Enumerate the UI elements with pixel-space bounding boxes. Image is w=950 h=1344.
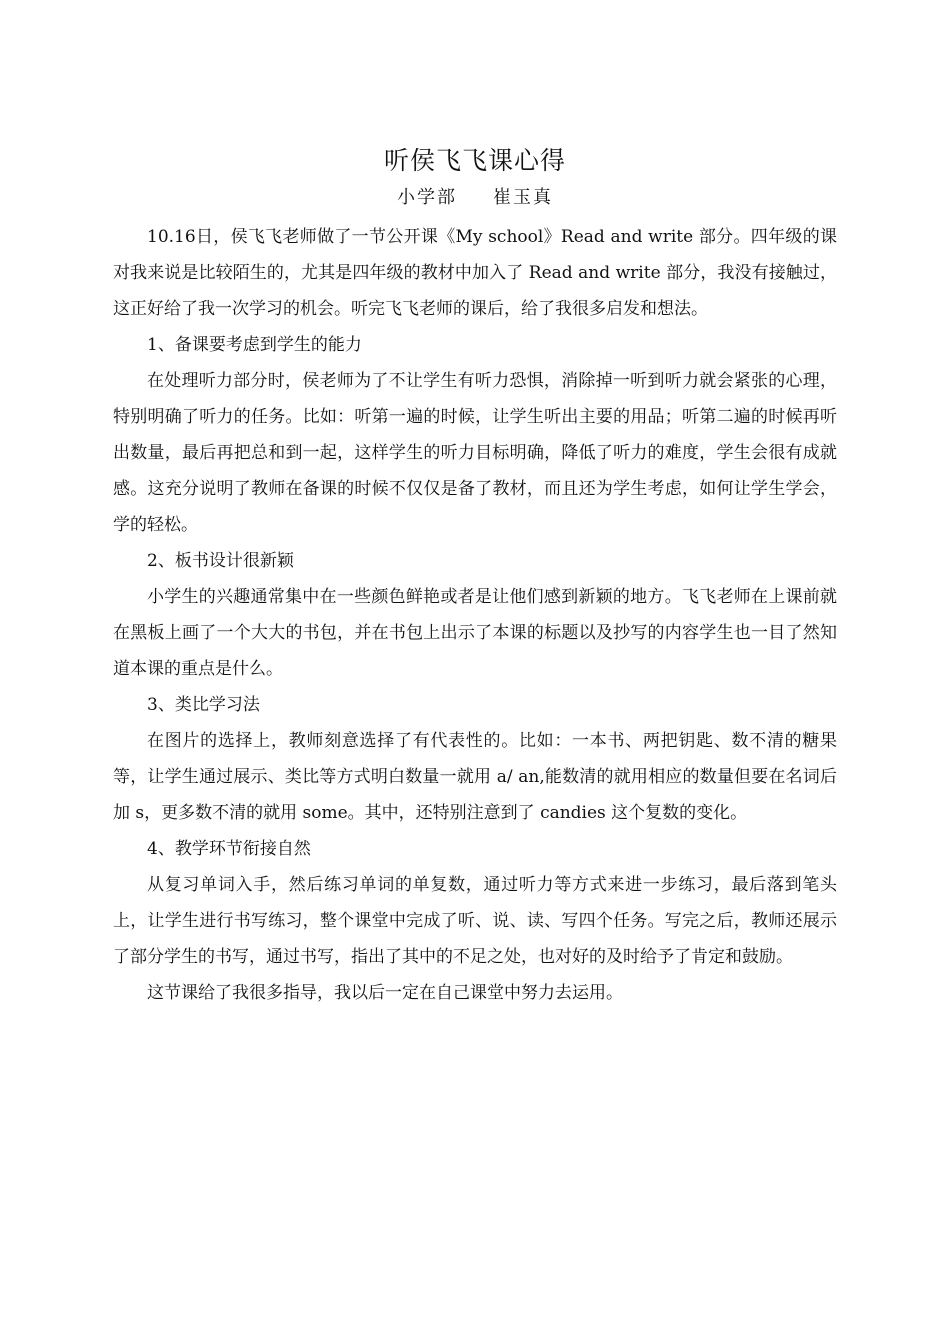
document-title: 听侯飞飞课心得 <box>383 146 566 175</box>
intro-paragraph: 10.16日，侯飞飞老师做了一节公开课《My school》Read and write 部分。四年级的课对我来说是比较陌生的，尤其是四年级的教材中加入了 Read and write 部分，我没有接触过，这正好给了我一次学习的机会。听完飞飞老师的课后，给了我很多启发和想法。 <box>113 227 837 319</box>
section-body-2: 小学生的兴趣通常集中在一些颜色鲜艳或者是让他们感到新颖的地方。飞飞老师在上课前就在黑板上画了一个大大的书包，并在书包上出示了本课的标题以及抄写的内容学生也一目了然知道本课的重点是什么。 <box>113 587 837 679</box>
author-name: 崔玉真 <box>493 187 553 208</box>
author-department: 小学部 <box>397 187 457 208</box>
author-line <box>113 183 837 213</box>
section-body-3: 在图片的选择上，教师刻意选择了有代表性的。比如：一本书、两把钥匙、数不清的糖果等，让学生通过展示、类比等方式明白数量一就用 a/ an,能数清的就用相应的数量但要在名词后加 s，更多数不清的就用 some。其中，还特别注意到了 candies 这个复数的变化。 <box>113 731 837 823</box>
section-body-4: 从复习单词入手，然后练习单词的单复数，通过听力等方式来进一步练习，最后落到笔头上，让学生进行书写练习，整个课堂中完成了听、说、读、写四个任务。写完之后，教师还展示了部分学生的书写，通过书写，指出了其中的不足之处，也对好的及时给予了肯定和鼓励。 <box>113 875 837 967</box>
section-heading-1: 1、备课要考虑到学生的能力 <box>147 335 362 355</box>
section-body-1: 在处理听力部分时，侯老师为了不让学生有听力恐惧，消除掉一听到听力就会紧张的心理，特别明确了听力的任务。比如：听第一遍的时候，让学生听出主要的用品；听第二遍的时候再听出数量，最后再把总和到一起，这样学生的听力目标明确，降低了听力的难度，学生会很有成就感。这充分说明了教师在备课的时候不仅仅是备了教材，而且还为学生考虑，如何让学生学会，学的轻松。 <box>113 371 837 535</box>
section-heading-4: 4、教学环节衔接自然 <box>147 839 311 859</box>
section-heading-3: 3、类比学习法 <box>147 695 260 715</box>
section-heading-2: 2、板书设计很新颖 <box>147 551 294 571</box>
document-body <box>113 143 837 1011</box>
closing-paragraph: 这节课给了我很多指导，我以后一定在自己课堂中努力去运用。 <box>147 983 623 1003</box>
